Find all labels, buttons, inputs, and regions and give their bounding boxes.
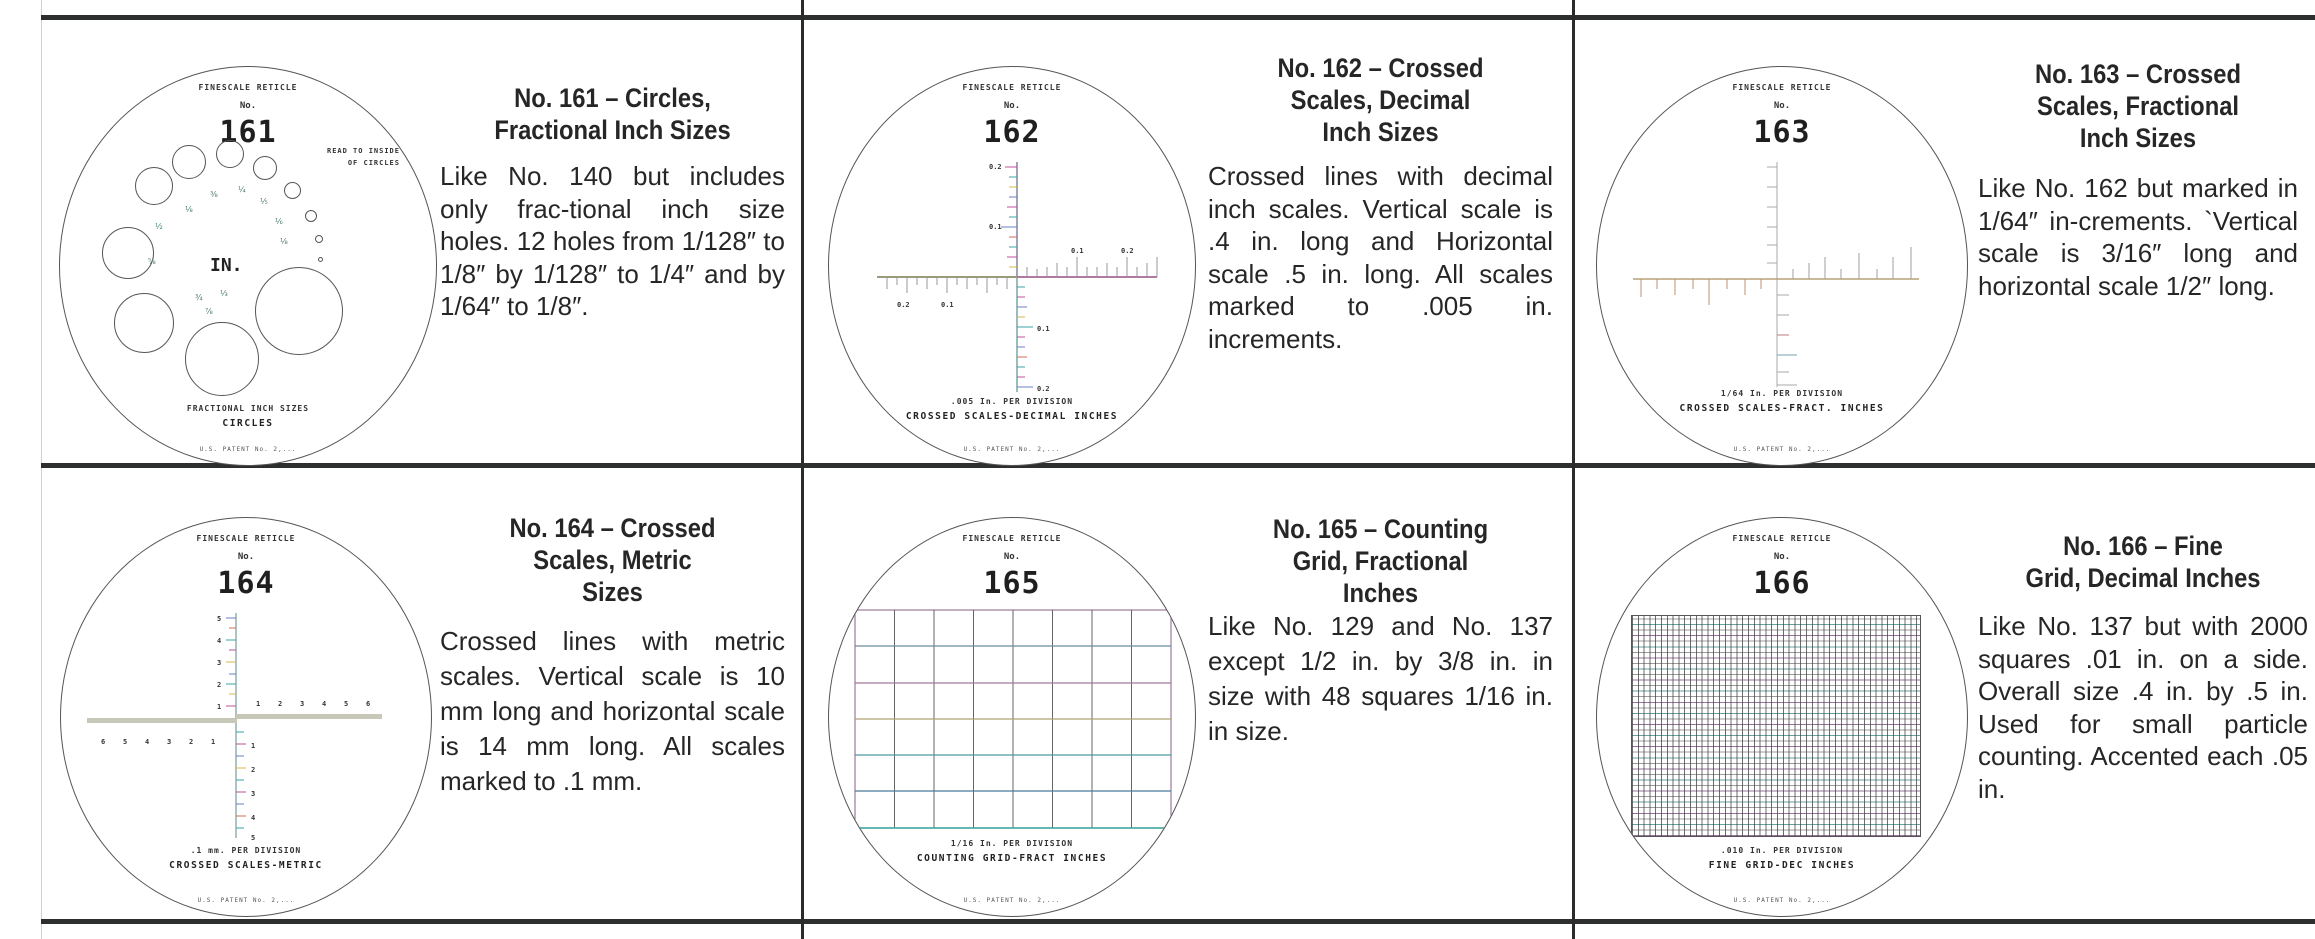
svg-text:2: 2 (251, 766, 256, 774)
title-line: Fractional Inch Sizes (494, 115, 731, 145)
reticle-patent: U.S. PATENT No. 2,... (963, 446, 1061, 453)
svg-text:4: 4 (217, 637, 222, 645)
reticle-no-label: No. (239, 101, 257, 111)
svg-text:6: 6 (366, 700, 371, 708)
reticle-161-diagram (59, 66, 437, 466)
fraction-label: ⅙ (275, 217, 283, 226)
circle-hole (284, 182, 301, 199)
svg-text:3: 3 (217, 659, 222, 667)
svg-text:0.1: 0.1 (1037, 325, 1050, 333)
svg-text:1: 1 (217, 703, 222, 711)
svg-text:4: 4 (145, 738, 150, 746)
circle-hole (172, 145, 206, 179)
entry-title (461, 512, 765, 608)
title-line: Scales, Metric (533, 545, 692, 575)
page-left-edge (41, 0, 42, 939)
reticle-no-label: No. (1003, 101, 1021, 111)
title-line: Sizes (582, 577, 643, 607)
entry-title (1998, 530, 2288, 594)
reticle-no-label: No. (237, 552, 255, 562)
circle-hole (216, 140, 244, 168)
entry-title (1229, 52, 1533, 148)
entry-description-162 (1208, 52, 1553, 355)
reticle-name-label: CIRCLES (222, 418, 274, 429)
title-line: Inch Sizes (2079, 123, 2197, 153)
reticle-no-label: No. (1773, 101, 1791, 111)
column-divider-2 (1572, 0, 1575, 939)
entry-body: Crossed lines with metric scales. Vertical scale is 10 mm long and horizontal scale is 14 mm long. All scales marked to .1 mm. (440, 626, 785, 796)
svg-text:2: 2 (278, 700, 283, 708)
svg-text:2: 2 (189, 738, 194, 746)
title-line: No. 162 – Crossed (1277, 53, 1484, 83)
reticle-patent: U.S. PATENT No. 2,... (197, 897, 295, 904)
title-line: No. 163 – Crossed (2034, 59, 2242, 89)
reticle-brand: FINESCALE RETICLE (962, 83, 1062, 92)
entry-body: Like No. 137 but with 2000 squares .01 in. on a side. Overall size .4 in. by .5 in. Used for small particle counting. Accented each .05 in. (1978, 611, 2308, 804)
svg-text:3: 3 (167, 738, 172, 746)
svg-text:1: 1 (251, 742, 256, 750)
fraction-label: ⅝ (148, 257, 156, 266)
reticle-number: 161 (219, 115, 277, 150)
fraction-label: ⅛ (280, 237, 288, 246)
fraction-label: ⅕ (260, 197, 268, 206)
circle-hole (102, 227, 154, 279)
svg-text:3: 3 (300, 700, 305, 708)
reticle-brand: FINESCALE RETICLE (1732, 83, 1832, 92)
reticle-number: 164 (217, 566, 275, 601)
svg-text:0.1: 0.1 (941, 301, 954, 309)
svg-text:1: 1 (256, 700, 261, 708)
crossed-scale-decimal (829, 67, 1196, 466)
fine-grid (1631, 615, 1921, 837)
rule-top (41, 15, 2315, 20)
reticle-name-label: FINE GRID-DEC INCHES (1708, 860, 1856, 871)
circle-hole (315, 235, 323, 243)
svg-text:0.1: 0.1 (1071, 247, 1084, 255)
note-line: OF CIRCLES (347, 159, 400, 167)
circle-hole (253, 156, 277, 180)
entry-description-165 (1208, 513, 1553, 749)
reticle-patent: U.S. PATENT No. 2,... (1733, 897, 1831, 904)
svg-text:2: 2 (217, 681, 222, 689)
reticle-name-label: CROSSED SCALES-DECIMAL INCHES (905, 411, 1119, 422)
title-line: Scales, Decimal (1290, 85, 1471, 115)
title-line: No. 166 – Fine (2063, 531, 2223, 561)
svg-text:0.2: 0.2 (1121, 247, 1134, 255)
entry-body: Like No. 129 and No. 137 except 1/2 in. by 3/8 in. in size with 48 squares 1/16 in. in size. (1208, 611, 1553, 746)
column-divider-1 (801, 0, 804, 939)
entry-description-161 (440, 82, 785, 323)
reticle-brand: FINESCALE RETICLE (962, 534, 1062, 543)
reticle-165-diagram (828, 517, 1196, 917)
title-line: Scales, Fractional (2036, 91, 2240, 121)
reticle-name-label: CROSSED SCALES-FRACT. INCHES (1679, 403, 1885, 414)
entry-body: Like No. 162 but marked in 1/64″ in-crements. `Vertical scale is 3/16″ long and horizontal scale 1/2″ long. (1978, 173, 2298, 301)
reticle-number: 165 (983, 566, 1041, 601)
svg-text:5: 5 (344, 700, 349, 708)
reticle-patent: U.S. PATENT No. 2,... (963, 897, 1061, 904)
reticle-name-label: CROSSED SCALES-METRIC (169, 860, 323, 871)
title-line: Inches (1342, 578, 1419, 608)
reticle-patent: U.S. PATENT No. 2,... (1733, 446, 1831, 453)
entry-title (1997, 58, 2279, 154)
circle-hole (305, 210, 317, 222)
rule-bottom (41, 919, 2315, 924)
reticle-number: 163 (1753, 115, 1811, 150)
svg-text:4: 4 (322, 700, 327, 708)
title-line: Grid, Decimal Inches (2025, 563, 2261, 593)
reticle-note (327, 145, 400, 169)
entry-description-166 (1978, 530, 2308, 805)
title-line: No. 164 – Crossed (509, 513, 716, 543)
svg-text:6: 6 (101, 738, 106, 746)
reticle-patent: U.S. PATENT No. 2,... (199, 446, 297, 453)
svg-text:0.2: 0.2 (989, 163, 1002, 171)
fraction-label: ¼ (238, 185, 246, 194)
fraction-label: ½ (155, 222, 163, 231)
title-line: Inch Sizes (1322, 117, 1439, 147)
svg-text:5: 5 (217, 615, 222, 623)
reticle-162-diagram (828, 66, 1196, 466)
reticle-164-diagram (60, 517, 432, 917)
circle-hole (318, 257, 323, 262)
svg-text:0.2: 0.2 (1037, 385, 1050, 393)
svg-text:3: 3 (251, 790, 256, 798)
fraction-label: ¾ (195, 293, 203, 302)
svg-text:0.1: 0.1 (989, 223, 1002, 231)
reticle-division-label: .005 In. PER DIVISION (950, 397, 1074, 406)
reticle-no-label: No. (1773, 552, 1791, 562)
svg-text:4: 4 (251, 814, 256, 822)
entry-title (461, 82, 765, 146)
reticle-number: 166 (1753, 566, 1811, 601)
reticle-units-label: IN. (210, 255, 243, 276)
entry-description-163 (1978, 58, 2298, 302)
entry-body: Like No. 140 but includes only frac-tional inch size holes. 12 holes from 1/128″ to 1/8″ by 1/128″ to 1/4″ and by 1/64″ to 1/8″. (440, 161, 785, 321)
reticle-division-label: 1/64 In. PER DIVISION (1720, 389, 1844, 398)
title-line: No. 161 – Circles, (514, 83, 711, 113)
crossed-scale-metric (61, 518, 432, 917)
circle-hole (255, 267, 343, 355)
entry-body: Crossed lines with decimal inch scales. Vertical scale is .4 in. long and Horizontal scale .5 in. long. All scales marked to .005 in. increments. (1208, 161, 1553, 354)
fraction-label: ⅓ (220, 289, 228, 298)
reticle-brand: FINESCALE RETICLE (1732, 534, 1832, 543)
svg-text:0.2: 0.2 (897, 301, 910, 309)
entry-title (1229, 513, 1533, 609)
reticle-division-label: 1/16 In. PER DIVISION (950, 839, 1074, 848)
reticle-no-label: No. (1003, 552, 1021, 562)
circle-hole (185, 322, 259, 396)
circle-hole (114, 293, 174, 353)
entry-description-164 (440, 512, 785, 799)
svg-text:5: 5 (251, 834, 256, 842)
note-line: READ TO INSIDE (326, 147, 400, 155)
fraction-label: ⅜ (210, 190, 218, 199)
reticle-number: 162 (983, 115, 1041, 150)
reticle-brand: FINESCALE RETICLE (196, 534, 296, 543)
svg-text:5: 5 (123, 738, 128, 746)
reticle-163-diagram (1596, 66, 1968, 466)
title-line: Grid, Fractional (1292, 546, 1469, 576)
reticle-division-label: FRACTIONAL INCH SIZES (186, 404, 310, 413)
reticle-division-label: .1 mm. PER DIVISION (190, 846, 302, 855)
reticle-name-label: COUNTING GRID-FRACT INCHES (916, 853, 1108, 864)
reticle-division-label: .010 In. PER DIVISION (1720, 846, 1844, 855)
circle-hole (135, 167, 173, 205)
fraction-label: ⅛ (185, 205, 193, 214)
reticle-166-diagram (1596, 517, 1968, 917)
svg-text:1: 1 (211, 738, 216, 746)
reticle-brand: FINESCALE RETICLE (198, 83, 298, 92)
title-line: No. 165 – Counting (1272, 514, 1489, 544)
fraction-label: ⅞ (205, 307, 213, 316)
